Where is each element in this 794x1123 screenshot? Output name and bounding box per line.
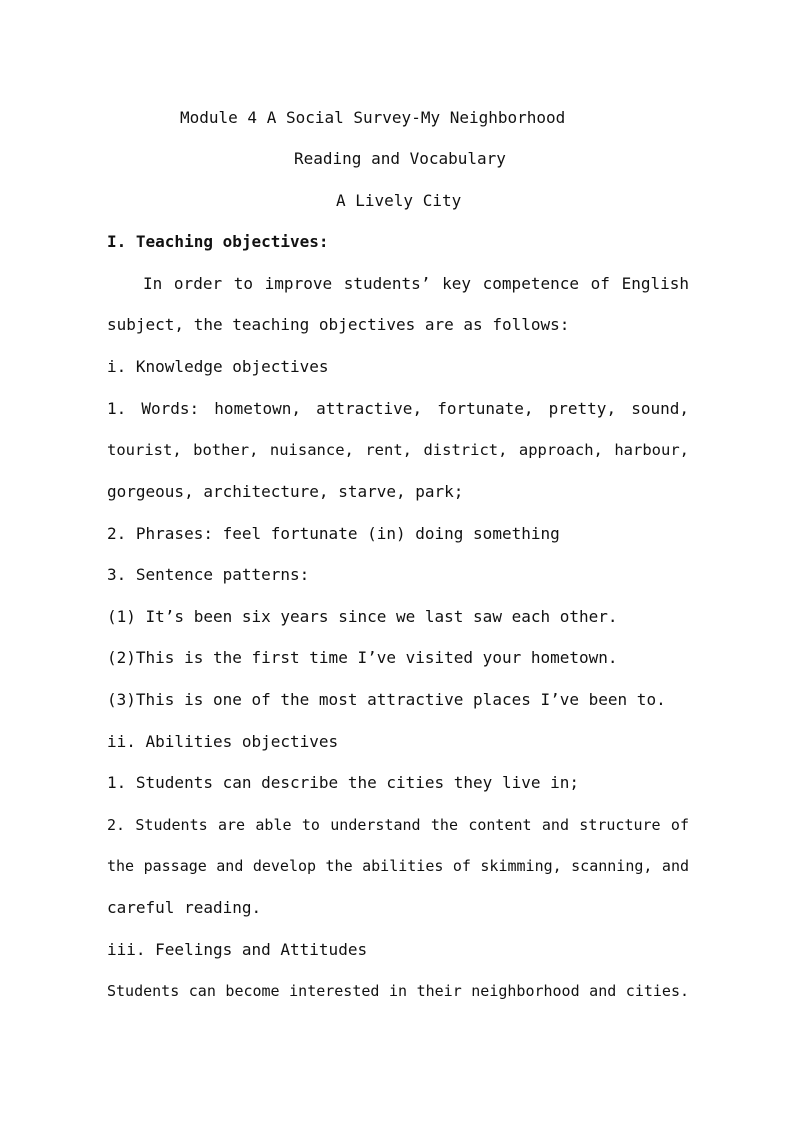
lesson-subtitle: Reading and Vocabulary	[294, 149, 506, 168]
words-line: tourist, bother, nuisance, rent, district, approach, harbour,	[107, 441, 689, 459]
module-title: Module 4 A Social Survey-My Neighborhood	[180, 108, 566, 127]
phrases-line: 2. Phrases: feel fortunate (in) doing something	[107, 524, 560, 543]
feelings-attitudes-heading: iii. Feelings and Attitudes	[107, 940, 368, 959]
intro-paragraph-line: subject, the teaching objectives are as follows:	[107, 315, 570, 334]
ability-item-line: the passage and develop the abilities of skimming, scanning, and	[107, 857, 689, 875]
lesson-title: A Lively City	[336, 191, 462, 210]
words-line: gorgeous, architecture, starve, park;	[107, 482, 464, 501]
intro-paragraph-line: In order to improve students’ key competence of English	[143, 274, 689, 293]
sentence-patterns-heading: 3. Sentence patterns:	[107, 565, 310, 584]
sentence-pattern: (1) It’s been six years since we last saw each other.	[107, 607, 618, 626]
sentence-pattern: (2)This is the first time I’ve visited your hometown.	[107, 648, 618, 667]
ability-item-line: 2. Students are able to understand the content and structure of	[107, 816, 689, 834]
ability-item: 1. Students can describe the cities they live in;	[107, 773, 580, 792]
ability-item-line: careful reading.	[107, 898, 262, 917]
abilities-objectives-heading: ii. Abilities objectives	[107, 732, 339, 751]
knowledge-objectives-heading: i. Knowledge objectives	[107, 357, 329, 376]
sentence-pattern: (3)This is one of the most attractive places I’ve been to.	[107, 690, 666, 709]
teaching-objectives-heading: I. Teaching objectives:	[107, 232, 329, 251]
words-line: 1. Words: hometown, attractive, fortunate, pretty, sound,	[107, 399, 689, 418]
feelings-item: Students can become interested in their neighborhood and cities.	[107, 982, 689, 1000]
